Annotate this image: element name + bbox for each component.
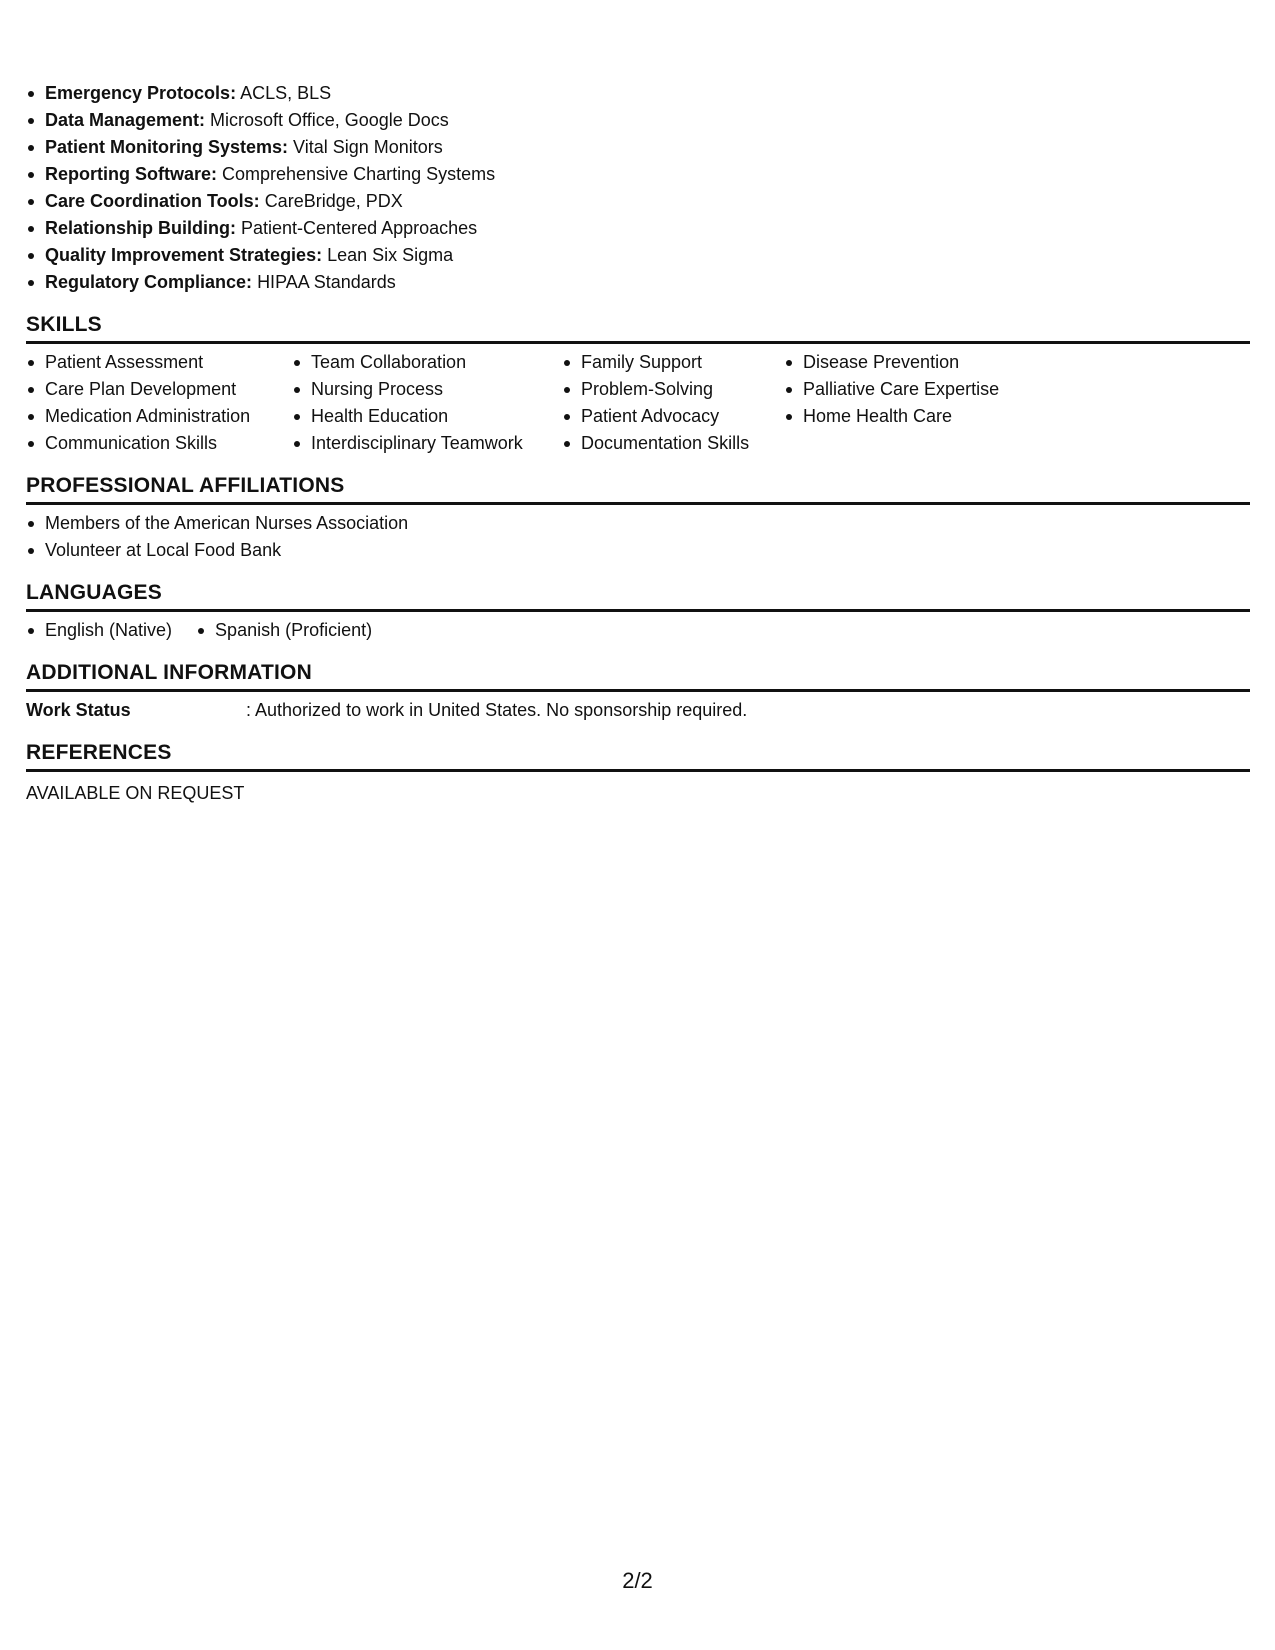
affiliations-list [26,510,1250,564]
resume-page [26,80,1250,807]
skills-section [26,312,1250,457]
references-section [26,740,1250,807]
list-item: Home Health Care [784,403,1044,430]
work-status-label: Work Status [26,700,131,720]
list-item [26,107,1250,134]
list-item: Members of the American Nurses Association [26,510,1250,537]
technical-skills-list [26,80,1250,296]
list-item [26,269,1250,296]
item-label: Emergency Protocols: [45,83,237,103]
list-item [26,80,1250,107]
list-item [26,215,1250,242]
item-value: ACLS, BLS [240,83,332,103]
skills-grid [26,349,1250,457]
list-item: Communication Skills [26,430,292,457]
item-value: Patient-Centered Approaches [241,218,478,238]
work-status-row [26,697,1250,724]
page-number: 2/2 [622,1568,653,1593]
section-title-references: REFERENCES [26,740,1250,772]
list-item: Care Plan Development [26,376,292,403]
list-item [26,161,1250,188]
list-item: Patient Assessment [26,349,292,376]
work-status-value: : Authorized to work in United States. No sponsorship required. [246,700,748,720]
section-title-languages: LANGUAGES [26,580,1250,612]
item-value: Lean Six Sigma [327,245,454,265]
list-item: Volunteer at Local Food Bank [26,537,1250,564]
languages-list [26,617,1250,644]
list-item: Documentation Skills [562,430,784,457]
item-value: CareBridge, PDX [264,191,403,211]
list-item: Spanish (Proficient) [196,617,372,644]
list-item: Health Education [292,403,562,430]
affiliations-section [26,473,1250,564]
list-item: Medication Administration [26,403,292,430]
item-label: Data Management: [45,110,206,130]
item-label: Quality Improvement Strategies: [45,245,323,265]
references-text: AVAILABLE ON REQUEST [26,783,245,803]
list-item: Patient Advocacy [562,403,784,430]
list-item: English (Native) [26,617,172,644]
list-item [26,188,1250,215]
item-value: Vital Sign Monitors [293,137,443,157]
skills-column-3 [562,349,784,457]
list-item: Family Support [562,349,784,376]
list-item: Palliative Care Expertise [784,376,1044,403]
item-label: Relationship Building: [45,218,236,238]
item-value: Comprehensive Charting Systems [222,164,496,184]
skills-column-4 [784,349,1044,457]
languages-section [26,580,1250,644]
list-item [26,134,1250,161]
section-title-affiliations: PROFESSIONAL AFFILIATIONS [26,473,1250,505]
list-item: Disease Prevention [784,349,1044,376]
item-value: Microsoft Office, Google Docs [210,110,449,130]
item-label: Reporting Software: [45,164,218,184]
list-item: Nursing Process [292,376,562,403]
item-label: Care Coordination Tools: [45,191,260,211]
skills-column-1 [26,349,292,457]
list-item: Team Collaboration [292,349,562,376]
list-item: Interdisciplinary Teamwork [292,430,562,457]
item-label: Patient Monitoring Systems: [45,137,289,157]
list-item [26,242,1250,269]
item-label: Regulatory Compliance: [45,272,253,292]
section-title-skills: SKILLS [26,312,1250,344]
item-value: HIPAA Standards [257,272,396,292]
section-title-additional: ADDITIONAL INFORMATION [26,660,1250,692]
skills-column-2 [292,349,562,457]
list-item: Problem-Solving [562,376,784,403]
additional-info-section [26,660,1250,724]
